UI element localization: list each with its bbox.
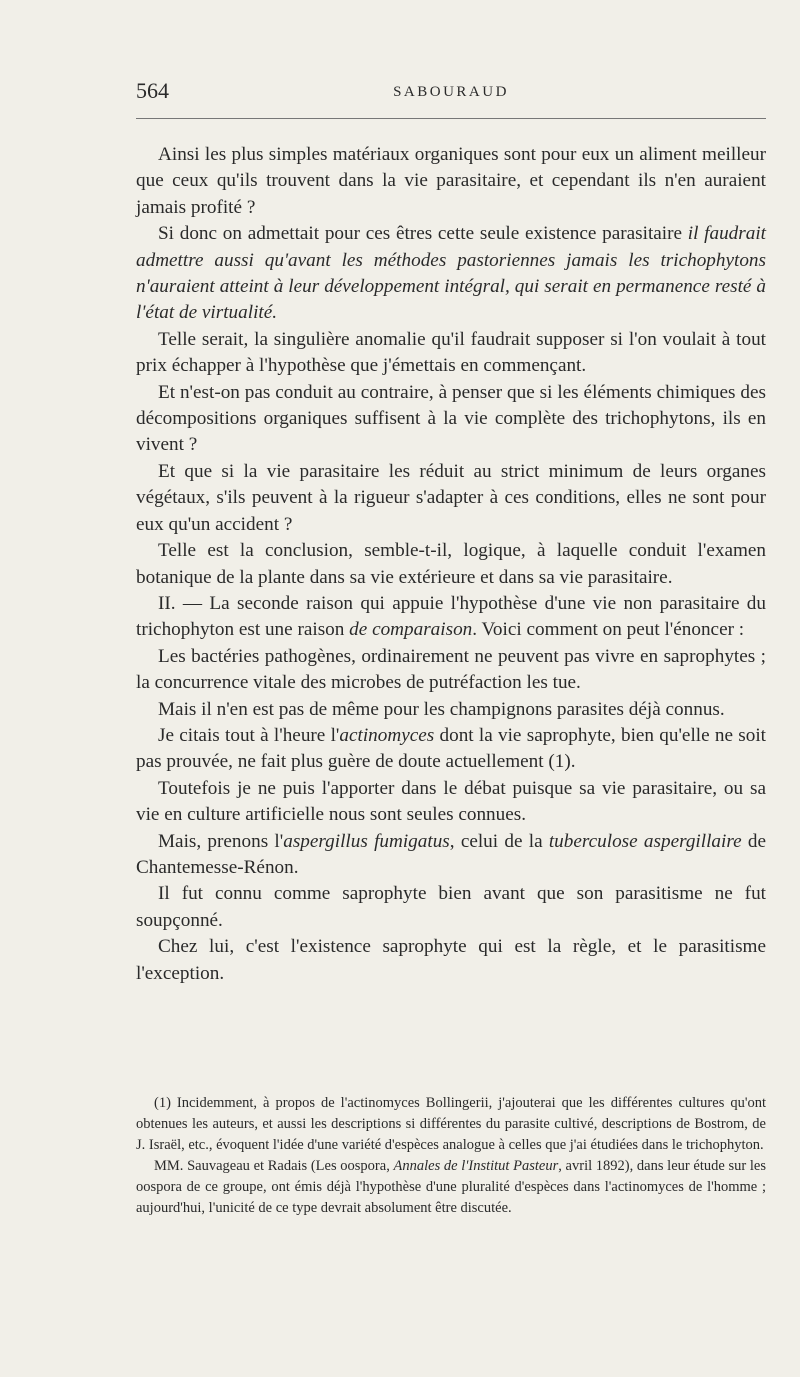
paragraph xyxy=(136,327,766,380)
paragraph xyxy=(136,221,766,327)
paragraph xyxy=(136,697,766,723)
italic-run: il faudrait admettre aussi qu'avant les méthodes pastoriennes jamais les trichophytons n'auraient atteint à leur développement intégral, qui serait en permanence resté à l'état de virtualité. xyxy=(136,223,766,324)
text-run: . Voici comment on peut l'énoncer : xyxy=(472,619,745,641)
paragraph xyxy=(136,776,766,829)
text-run: Les bactéries pathogènes, ordinairement ne peuvent pas vivre en saprophytes ; la concurrence vitale des microbes de putréfaction les tue. xyxy=(136,645,766,694)
italic-run: tuberculose aspergillaire xyxy=(548,830,742,852)
text-run: , avril 1892), dans leur étude sur les oospora de ce groupe, ont émis déjà l'hypothèse d'une pluralité d'espèces dans l'actinomyces de l'homme ; aujourd'hui, l'unicité de ce type devrait absolument être discutée. xyxy=(136,1158,766,1216)
text-run: Mais il n'en est pas de même pour les champignons parasites déjà connus. xyxy=(158,698,725,720)
body-text xyxy=(136,142,766,987)
paragraph xyxy=(136,829,766,882)
text-run: Mais, prenons l' xyxy=(158,830,284,852)
text-run: , celui de la xyxy=(449,830,549,852)
paragraph xyxy=(136,380,766,459)
text-run: MM. Sauvageau et Radais (Les oospora, xyxy=(154,1158,394,1174)
text-run: Toutefois je ne puis l'apporter dans le débat puisque sa vie parasitaire, ou sa vie en culture artificielle nous sont seules connues. xyxy=(136,777,766,826)
paragraph xyxy=(136,723,766,776)
page-number: 564 xyxy=(136,78,169,103)
text-run: Et que si la vie parasitaire les réduit au strict minimum de leurs organes végétaux, s'ils peuvent à la rigueur s'adapter à ces conditions, elles ne sont pour eux qu'un accident ? xyxy=(136,460,766,535)
paragraph xyxy=(136,142,766,221)
text-run: de Chantemesse-Rénon. xyxy=(136,830,766,878)
text-run: II. — La seconde raison qui appuie l'hypothèse d'une vie non parasitaire du trichophyton est une raison xyxy=(136,592,766,641)
paragraph xyxy=(136,459,766,538)
paragraph xyxy=(136,881,766,934)
paragraph xyxy=(136,644,766,697)
text-run: Telle serait, la singulière anomalie qu'il faudrait supposer si l'on voulait à tout prix échapper à l'hypothèse que j'émettais en commençant. xyxy=(136,328,766,377)
text-run: Il fut connu comme saprophyte bien avant que son parasitisme ne fut soupçonné. xyxy=(136,883,766,931)
text-run: Si donc on admettait pour ces êtres cette seule existence parasitaire xyxy=(158,223,688,245)
running-head: SABOURAUD xyxy=(393,84,509,100)
header-rule xyxy=(136,118,766,119)
text-run: Telle est la conclusion, semble-t-il, logique, à laquelle conduit l'examen botanique de la plante dans sa vie extérieure et dans sa vie parasitaire. xyxy=(136,540,766,588)
text-run: Et n'est-on pas conduit au contraire, à penser que si les éléments chimiques des décompositions organiques suffisent à la vie complète des trichophytons, ils en vivent ? xyxy=(136,381,766,456)
text-run: dont la vie saprophyte, bien qu'elle ne soit pas prouvée, ne fait plus guère de doute actuellement (1). xyxy=(136,724,767,773)
footnotes xyxy=(136,1093,766,1219)
text-run: Chez lui, c'est l'existence saprophyte qui est la règle, et le parasitisme l'exception. xyxy=(136,936,766,984)
text-run: Ainsi les plus simples matériaux organiques sont pour eux un aliment meilleur que ceux qu'ils trouvent dans la vie parasitaire, et cependant ils n'en auraient jamais profité ? xyxy=(136,144,766,218)
italic-run: de comparaison xyxy=(349,619,473,641)
footnote xyxy=(136,1093,766,1156)
paragraph xyxy=(136,591,766,644)
italic-run: Annales de l'Institut Pasteur xyxy=(393,1158,559,1174)
italic-run: aspergillus fumigatus xyxy=(283,830,450,852)
footnote xyxy=(136,1156,766,1219)
text-run: Je citais tout à l'heure l' xyxy=(158,724,340,746)
page-header xyxy=(136,78,766,108)
italic-run: actinomyces xyxy=(339,724,435,746)
paragraph xyxy=(136,934,766,987)
text-run: (1) Incidemment, à propos de l'actinomyces Bollingerii, j'ajouterai que les différentes cultures qu'ont obtenues les auteurs, et aussi les descriptions si différentes du parasite cultivé, descriptions de Bostrom, de J. Israël, etc., évoquent l'idée d'une variété d'espèces analogue à celles que j'ai étudiées dans le trichophyton. xyxy=(136,1095,766,1153)
paragraph xyxy=(136,538,766,591)
